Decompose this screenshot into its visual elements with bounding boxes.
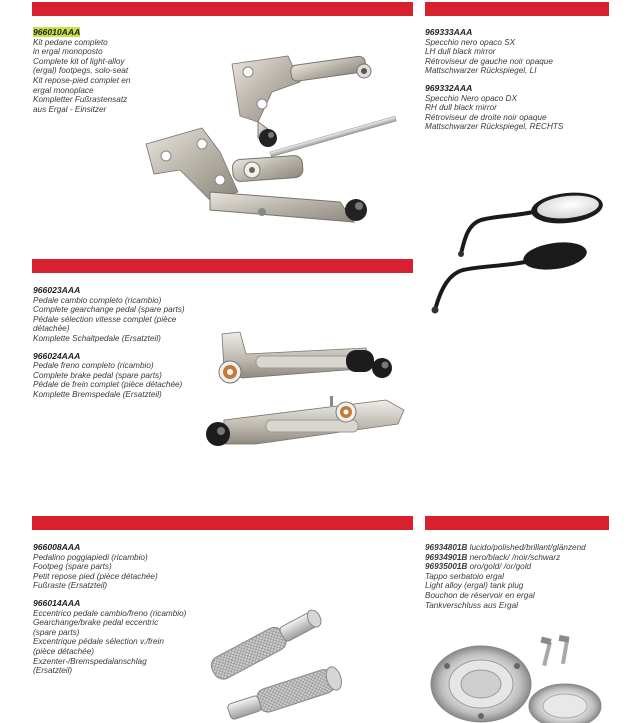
section3-header-bar <box>32 259 413 273</box>
section4-line: (Ersatzteil) <box>33 666 73 676</box>
section2-code-1: 969333AAA <box>425 27 473 37</box>
section4-line: Fußraste (Ersatzteil) <box>33 581 108 591</box>
section2-code-2: 969332AAA <box>425 82 473 93</box>
section5-code-line <box>425 562 586 572</box>
section1-code: 966010AAA <box>33 27 81 37</box>
section4-line: Pedalino poggiapiedi (ricambio) <box>33 552 148 562</box>
section2-line: Rétroviseur de droite noir opaque <box>425 112 547 122</box>
section1-line: in ergal monoposto <box>33 47 103 57</box>
section5-code: 96934801B <box>425 543 468 552</box>
section5-line: Bouchon de réservoir en ergal <box>425 590 535 600</box>
section3-code-1: 966023AAA <box>33 285 81 295</box>
section3-line: Complete brake pedal (spare parts) <box>33 370 162 380</box>
section3-line: Complete gearchange pedal (spare parts) <box>33 305 185 315</box>
section1-text <box>33 28 130 114</box>
section5-code-desc: oro/gold/ /or/gold <box>469 562 532 572</box>
section4-line: (pièce détachée) <box>33 646 94 656</box>
section4-header-bar <box>32 516 413 530</box>
section4-line: Gearchange/brake pedal eccentric <box>33 618 159 628</box>
section5-code-desc: nero/black/ /noir/schwarz <box>469 552 561 562</box>
section4-line: Exzenter-/Bremspedalanschlag <box>33 656 147 666</box>
section1-line: Kompletter Fußrastensatz <box>33 95 128 105</box>
section5-text <box>425 543 586 610</box>
section1-line: Kit repose-pied complet en <box>33 75 131 85</box>
section3-line: Pédale de frein complet (pièce détachée) <box>33 380 183 390</box>
section4-line: (spare parts) <box>33 627 80 637</box>
pedal-image <box>196 326 411 456</box>
section4-code-1: 966008AAA <box>33 542 81 552</box>
section4-line: Footpeg (spare parts) <box>33 562 112 572</box>
section2-line: RH dull black mirror <box>425 103 497 113</box>
section1-line: Complete kit of light-alloy <box>33 56 125 66</box>
section5-line: Tankverschluss aus Ergal <box>425 600 518 610</box>
section1-line: (ergal) footpegs, solo-seat <box>33 66 129 76</box>
section3-line: Pedale freno completo (ricambio) <box>33 361 154 371</box>
section2-text <box>425 28 563 132</box>
section3-text <box>33 286 185 400</box>
section5-code: 96935001B <box>425 562 468 572</box>
section3-line: détachée) <box>33 324 70 334</box>
section1-header-bar <box>32 2 413 16</box>
section2-line: Mattschwarzer Rückspiegel, LI <box>425 66 537 76</box>
section4-line: Excentrique pédale sélection v./frein <box>33 637 164 647</box>
section5-line: Tappo serbatoio ergal <box>425 571 504 581</box>
section3-line: Pédale sélection vitesse complet (pièce <box>33 314 177 324</box>
section3-line: Komplette Schaltpedale (Ersatzteil) <box>33 333 161 343</box>
section1-line: aus Ergal - Einsitzer <box>33 104 107 114</box>
section3-line: Pedale cambio completo (ricambio) <box>33 295 162 305</box>
section3-code-2: 966024AAA <box>33 350 81 361</box>
section4-line: Eccentrico pedale cambio/freno (ricambio) <box>33 608 187 618</box>
section5-line: Light alloy (ergal) tank plug <box>425 581 524 591</box>
section1-line: ergal monoplace <box>33 85 94 95</box>
section4-line: Petit repose pied (pièce détachée) <box>33 571 158 581</box>
section2-line: Rétroviseur de gauche noir opaque <box>425 56 553 66</box>
section5-code-desc: lucido/polished/brillant/glänzend <box>469 543 586 552</box>
section2-header-bar <box>425 2 609 16</box>
section2-line: Specchio nero opaco SX <box>425 37 516 47</box>
section4-text <box>33 543 186 676</box>
mirror-image <box>425 186 610 321</box>
section5-header-bar <box>425 516 609 530</box>
section1-line: Kit pedane completo <box>33 37 108 47</box>
section2-line: LH dull black mirror <box>425 47 496 57</box>
footpeg-kit-image <box>140 52 410 232</box>
tank-plug-image <box>425 628 610 723</box>
section2-line: Specchio Nero opaco DX <box>425 93 517 103</box>
section5-code: 96934901B <box>425 552 468 562</box>
section3-line: Komplette Bremspedale (Ersatzteil) <box>33 389 162 399</box>
footpeg-eccentric-image <box>196 598 356 721</box>
section5-code-line <box>425 543 586 553</box>
section2-line: Mattschwarzer Rückspiegel, RECHTS <box>425 122 564 132</box>
section4-code-2: 966014AAA <box>33 597 81 608</box>
section5-code-line <box>425 553 586 563</box>
